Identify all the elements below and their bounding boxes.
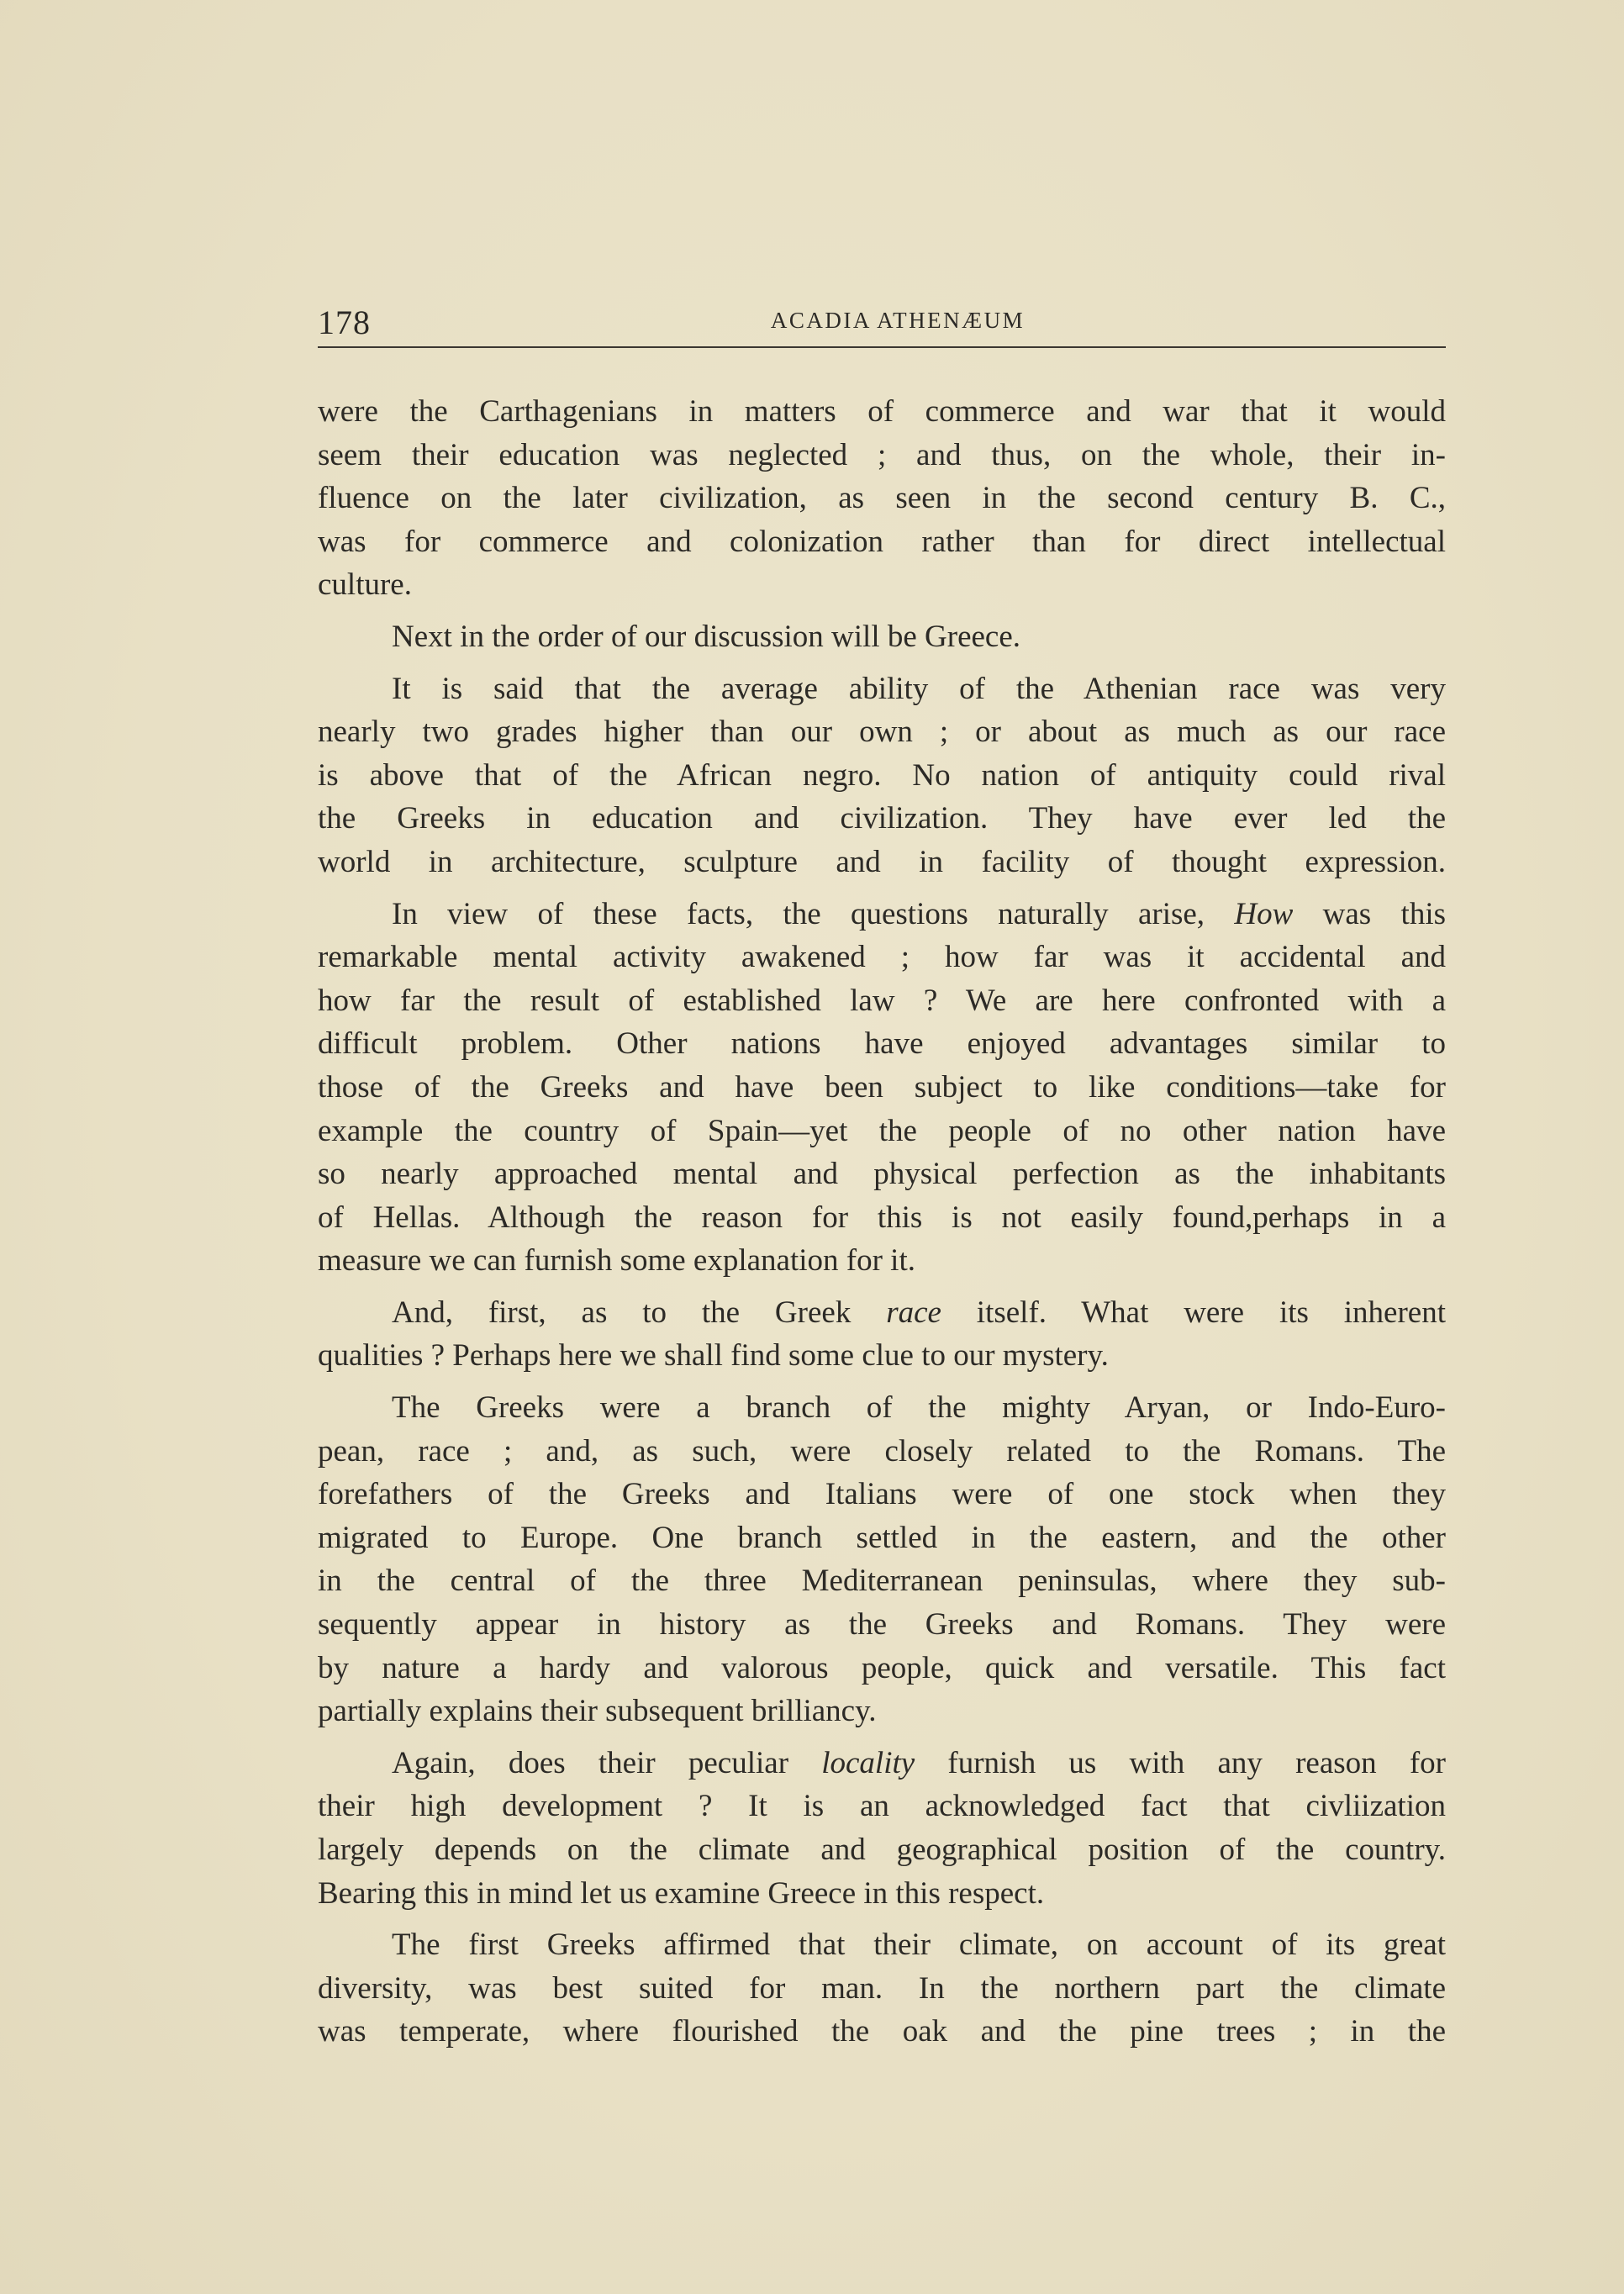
text-line: diversity, was best suited for man. In the northern part the climate xyxy=(318,1970,1446,2006)
text-line: largely depends on the climate and geographical position of the country. xyxy=(318,1833,1446,1867)
italic-word: How xyxy=(1234,896,1294,931)
text-line xyxy=(318,893,1446,936)
text-line: nearly two grades higher than our own ; or about as much as our race xyxy=(318,715,1446,750)
text-line: the Greeks in education and civilization. They have ever led the xyxy=(318,801,1446,836)
text-line: how far the result of established law ? We are here confronted with a xyxy=(318,983,1446,1018)
text-line: in the central of the three Mediterranean peninsulas, where they sub- xyxy=(318,1564,1446,1599)
text-line: qualities ? Perhaps here we shall find some clue to our mystery. xyxy=(318,1338,1109,1374)
text-segment: furnish us with any reason for xyxy=(915,1745,1446,1780)
text-line: culture. xyxy=(318,567,412,603)
text-line: Bearing this in mind let us examine Greece in this respect. xyxy=(318,1875,1045,1911)
italic-word: locality xyxy=(821,1745,915,1780)
text-line: was for commerce and colonization rather than for direct intellectual xyxy=(318,524,1446,559)
text-line: of Hellas. Although the reason for this is not easily found,perhaps in a xyxy=(318,1200,1446,1235)
text-line: Next in the order of our discussion will be Greece. xyxy=(392,619,1021,654)
text-segment: was this xyxy=(1293,896,1447,931)
text-line: is above that of the African negro. No nation of antiquity could rival xyxy=(318,757,1446,793)
paragraph xyxy=(318,615,1446,659)
text-line: The Greeks were a branch of the mighty Aryan, or Indo-Euro- xyxy=(392,1390,1446,1426)
text-line: measure we can furnish some explanation for it. xyxy=(318,1243,915,1279)
paragraph xyxy=(318,1386,1446,1733)
text-segment: And, first, as to the Greek xyxy=(392,1295,887,1330)
text-line: remarkable mental activity awakened ; how far was it accidental and xyxy=(318,940,1446,975)
text-line: example the country of Spain—yet the people of no other nation have xyxy=(318,1113,1446,1148)
text-line: sequently appear in history as the Greeks and Romans. They were xyxy=(318,1607,1446,1643)
text-line: world in architecture, sculpture and in facility of thought expression. xyxy=(318,844,1446,879)
text-line: difficult problem. Other nations have enjoyed advantages similar to xyxy=(318,1026,1446,1062)
header-rule xyxy=(318,346,1446,348)
italic-word: race xyxy=(886,1295,941,1330)
running-title: ACADIA ATHENÆUM xyxy=(770,308,1026,333)
paragraph xyxy=(318,1923,1446,2054)
running-head xyxy=(318,296,1444,348)
text-segment: itself. What were its inherent xyxy=(941,1295,1446,1330)
text-line: seem their education was neglected ; and thus, on the whole, their in- xyxy=(318,437,1446,472)
body-text xyxy=(318,390,1446,2054)
page-number: 178 xyxy=(318,303,371,341)
text-line: partially explains their subsequent brilliancy. xyxy=(318,1694,877,1729)
text-line: The first Greeks affirmed that their climate, on account of its great xyxy=(392,1927,1446,1963)
text-line: forefathers of the Greeks and Italians were of one stock when they xyxy=(318,1477,1446,1512)
text-line: was temperate, where flourished the oak and the pine trees ; in the xyxy=(318,2014,1446,2049)
text-line: pean, race ; and, as such, were closely related to the Romans. The xyxy=(318,1433,1446,1469)
text-line: those of the Greeks and have been subject to like conditions—take for xyxy=(318,1069,1446,1105)
text-segment: In view of these facts, the questions naturally arise, xyxy=(392,896,1235,931)
text-line: their high development ? It is an acknowledged fact that civliization xyxy=(318,1789,1446,1824)
paragraph xyxy=(318,893,1446,1283)
text-line: migrated to Europe. One branch settled in the eastern, and the other xyxy=(318,1520,1446,1555)
text-line xyxy=(318,1742,1446,1785)
paragraph xyxy=(318,1742,1446,1915)
text-segment: Again, does their peculiar xyxy=(392,1745,822,1780)
text-line: fluence on the later civilization, as seen in the second century B. C., xyxy=(318,481,1446,516)
text-line: by nature a hardy and valorous people, quick and versatile. This fact xyxy=(318,1650,1446,1685)
text-line: were the Carthagenians in matters of commerce and war that it would xyxy=(318,394,1446,429)
paragraph xyxy=(318,390,1446,607)
text-line: It is said that the average ability of the Athenian race was very xyxy=(392,671,1446,706)
paragraph xyxy=(318,667,1446,884)
text-line: so nearly approached mental and physical perfection as the inhabitants xyxy=(318,1157,1446,1192)
text-line xyxy=(318,1291,1446,1335)
paragraph xyxy=(318,1291,1446,1378)
